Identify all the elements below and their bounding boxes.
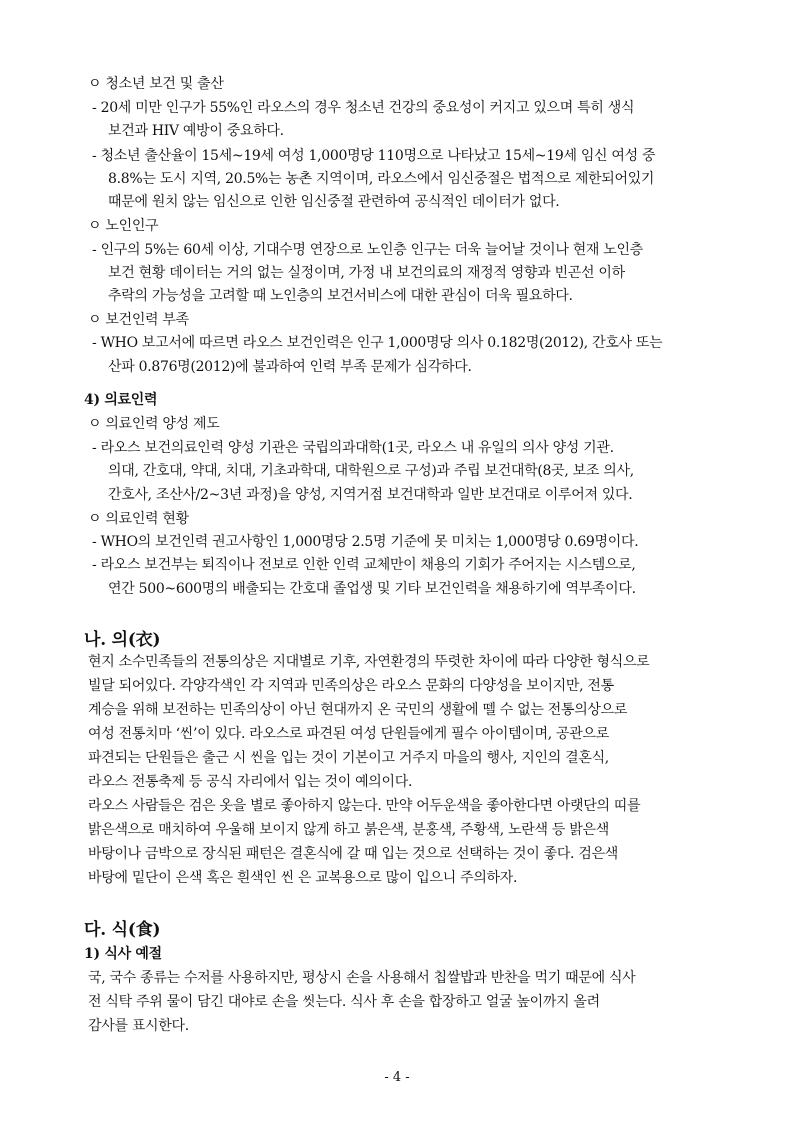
paragraph-line: 파견되는 단원들은 출근 시 씬을 입는 것이 기본이고 거주지 마을의 행사, 지인의 결혼식,: [88, 750, 609, 766]
dash-item: - 20세 미만 인구가 55%인 라오스의 경우 청소년 건강의 중요성이 커지고 있으며 특히 생식: [92, 100, 635, 116]
dash-item: - WHO 보고서에 따르면 라오스 보건인력은 인구 1,000명당 의사 0.182명(2012), 간호사 또는: [92, 335, 663, 351]
paragraph-line: 빌달 되어있다. 각양각색인 각 지역과 민족의상은 라오스 문화의 다양성을 보이지만, 전통: [88, 678, 614, 694]
paragraph-line: 감사를 표시한다.: [88, 1018, 189, 1034]
subsection-title: 4) 의료인력: [84, 392, 158, 408]
dash-item: - 라오스 보건부는 퇴직이나 전보로 인한 인력 교체만이 채용의 기회가 주어지는 시스템으로,: [92, 557, 636, 573]
paragraph-line: 국, 국수 종류는 수저를 사용하지만, 평상시 손을 사용해서 칩쌀밥과 반찬을 먹기 때문에 식사: [88, 970, 636, 986]
subsection-title: 1) 식사 예절: [84, 946, 162, 962]
paragraph-line: 전 식탁 주위 물이 담긴 대야로 손을 씻는다. 식사 후 손을 합장하고 얼굴 높이까지 올려: [88, 994, 600, 1010]
paragraph-line: 밝은색으로 매치하여 우울해 보이지 않게 하고 붉은색, 분홍색, 주황색, 노란색 등 밝은색: [88, 822, 609, 838]
dash-item: - 라오스 보건의료인력 양성 기관은 국립의과대학(1곳, 라오스 내 유일의 의사 양성 기관.: [92, 440, 614, 456]
dash-item-cont: 의대, 간호대, 약대, 치대, 기초과학대, 대학원으로 구성)과 주립 보건대학(8곳, 보조 의사,: [108, 463, 634, 479]
dash-item: - WHO의 보건인력 권고사항인 1,000명당 2.5명 기준에 못 미치는 1,000명당 0.69명이다.: [92, 534, 639, 550]
bullet-heading: ㅇ 의료인력 현황: [88, 511, 189, 527]
dash-item: - 인구의 5%는 60세 이상, 기대수명 연장으로 노인층 인구는 더욱 늘어날 것이나 현재 노인층: [92, 242, 643, 258]
section-heading-clothing: 나. 의(衣): [84, 630, 161, 650]
bullet-heading: ㅇ 의료인력 양성 제도: [88, 416, 220, 432]
bullet-heading: ㅇ 보건인력 부족: [88, 312, 189, 328]
dash-item-cont: 보건과 HIV 예방이 중요하다.: [108, 123, 284, 139]
page-number: - 4 -: [384, 1070, 410, 1085]
paragraph-line: 라오스 전통축제 등 공식 자리에서 입는 것이 예의이다.: [88, 774, 413, 790]
paragraph-line: 라오스 사람들은 검은 옷을 별로 좋아하지 않는다. 만약 어두운색을 좋아한다면 아랫단의 띠를: [88, 798, 641, 814]
dash-item-cont: 추락의 가능성을 고려할 때 노인층의 보건서비스에 대한 관심이 더욱 필요하다.: [108, 288, 573, 304]
dash-item-cont: 간호사, 조산사/2~3년 과정)을 양성, 지역거점 보건대학과 일반 보건대로 이루어져 있다.: [108, 487, 633, 503]
paragraph-line: 여성 전통치마 ‘씬’이 있다. 라오스로 파견된 여성 단원들에게 필수 아이템이며, 공관으로: [88, 726, 609, 742]
bullet-heading: ㅇ 청소년 보건 및 출산: [88, 76, 224, 92]
bullet-heading: ㅇ 노인인구: [88, 218, 159, 234]
dash-item-cont: 산파 0.876명(2012)에 불과하여 인력 부족 문제가 심각하다.: [108, 359, 472, 375]
paragraph-line: 현지 소수민족들의 전통의상은 지대별로 기후, 자연환경의 뚜렷한 차이에 따라 다양한 형식으로: [88, 654, 650, 670]
dash-item-cont: 때문에 원치 않는 임신으로 인한 임신중절 관련하여 공식적인 데이터가 없다.: [108, 194, 560, 210]
dash-item: - 청소년 출산율이 15세~19세 여성 1,000명당 110명으로 나타났고 15세~19세 임신 여성 중: [92, 148, 656, 164]
dash-item-cont: 보건 현황 데이터는 거의 없는 실정이며, 가정 내 보건의료의 재정적 영향과 빈곤선 이하: [108, 265, 625, 281]
dash-item-cont: 8.8%는 도시 지역, 20.5%는 농촌 지역이며, 라오스에서 임신중절은 법적으로 제한되어있기: [108, 171, 655, 187]
paragraph-line: 바탕에 밑단이 은색 혹은 흰색인 씬 은 교복용으로 많이 입으니 주의하자.: [88, 870, 518, 886]
dash-item-cont: 연간 500~600명의 배출되는 간호대 졸업생 및 기타 보건인력을 채용하기에 역부족이다.: [108, 581, 636, 597]
paragraph-line: 계승을 위해 보전하는 민족의상이 아닌 현대까지 온 국민의 생활에 뗄 수 없는 전통의상으로: [88, 702, 628, 718]
section-heading-food: 다. 식(食): [84, 920, 161, 940]
paragraph-line: 바탕이나 금박으로 장식된 패턴은 결혼식에 갈 때 입는 것으로 선택하는 것이 좋다. 검은색: [88, 846, 619, 862]
